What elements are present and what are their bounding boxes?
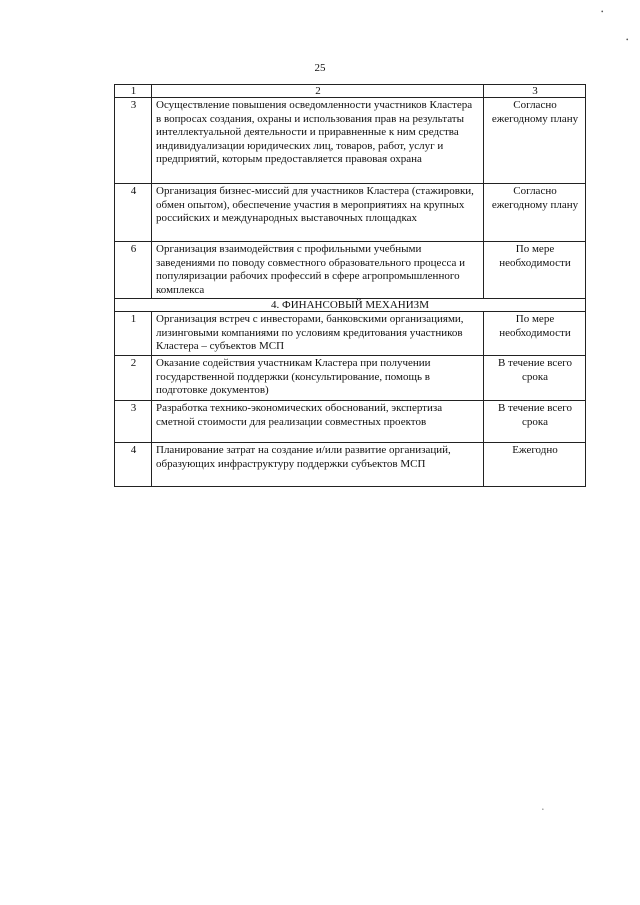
column-header-term: 3 [484,85,586,98]
row-activity: Организация встреч с инвесторами, банковскими организациями, лизинговыми компаниями по условиям кредитования участников Кластера – субъектов МСП [152,312,484,356]
table-header-row [115,85,586,98]
row-term: Согласно ежегодному плану [484,184,586,242]
row-term: Ежегодно [484,443,586,487]
table-row [115,242,586,299]
row-activity: Оказание содействия участникам Кластера при получении государственной поддержки (консультирование, помощь в подготовке документов) [152,356,484,401]
column-header-number: 1 [115,85,152,98]
table-row [115,312,586,356]
section-heading-row [115,299,586,312]
row-activity: Планирование затрат на создание и/или развитие организаций, образующих инфраструктуру поддержки субъектов МСП [152,443,484,487]
row-term: В течение всего срока [484,356,586,401]
row-term: Согласно ежегодному плану [484,98,586,184]
row-number: 3 [115,98,152,184]
row-number: 1 [115,312,152,356]
row-number: 3 [115,401,152,443]
table-row [115,356,586,401]
scan-speck: • [626,36,629,44]
row-number: 2 [115,356,152,401]
page-number: 25 [314,62,326,74]
table-row [115,443,586,487]
row-activity: Разработка технико-экономических обоснований, экспертиза сметной стоимости для реализации совместных проектов [152,401,484,443]
row-activity: Организация бизнес-миссий для участников Кластера (стажировки, обмен опытом), обеспечение участия в мероприятиях на крупных российских и международных выставочных площадках [152,184,484,242]
scan-speck: • [601,8,604,16]
column-header-activity: 2 [152,85,484,98]
row-term: По мере необходимости [484,312,586,356]
row-number: 6 [115,242,152,299]
row-number: 4 [115,184,152,242]
row-term: По мере необходимости [484,242,586,299]
row-activity: Организация взаимодействия с профильными учебными заведениями по поводу совместного образовательного процесса и популяризации рабочих профессий в сфере агропромышленного комплекса [152,242,484,299]
scan-speck: • [542,808,544,813]
row-activity: Осуществление повышения осведомленности участников Кластера в вопросах создания, охраны и использования прав на результаты интеллектуальной деятельности и приравненные к ним средства индивидуализации юридических лиц, товаров, работ, услуг и предприятий, которым предоставляется правовая охрана [152,98,484,184]
table-row [115,401,586,443]
row-term: В течение всего срока [484,401,586,443]
table-row [115,184,586,242]
activities-table [114,84,586,487]
row-number: 4 [115,443,152,487]
table-row [115,98,586,184]
section-title: 4. ФИНАНСОВЫЙ МЕХАНИЗМ [115,299,586,312]
